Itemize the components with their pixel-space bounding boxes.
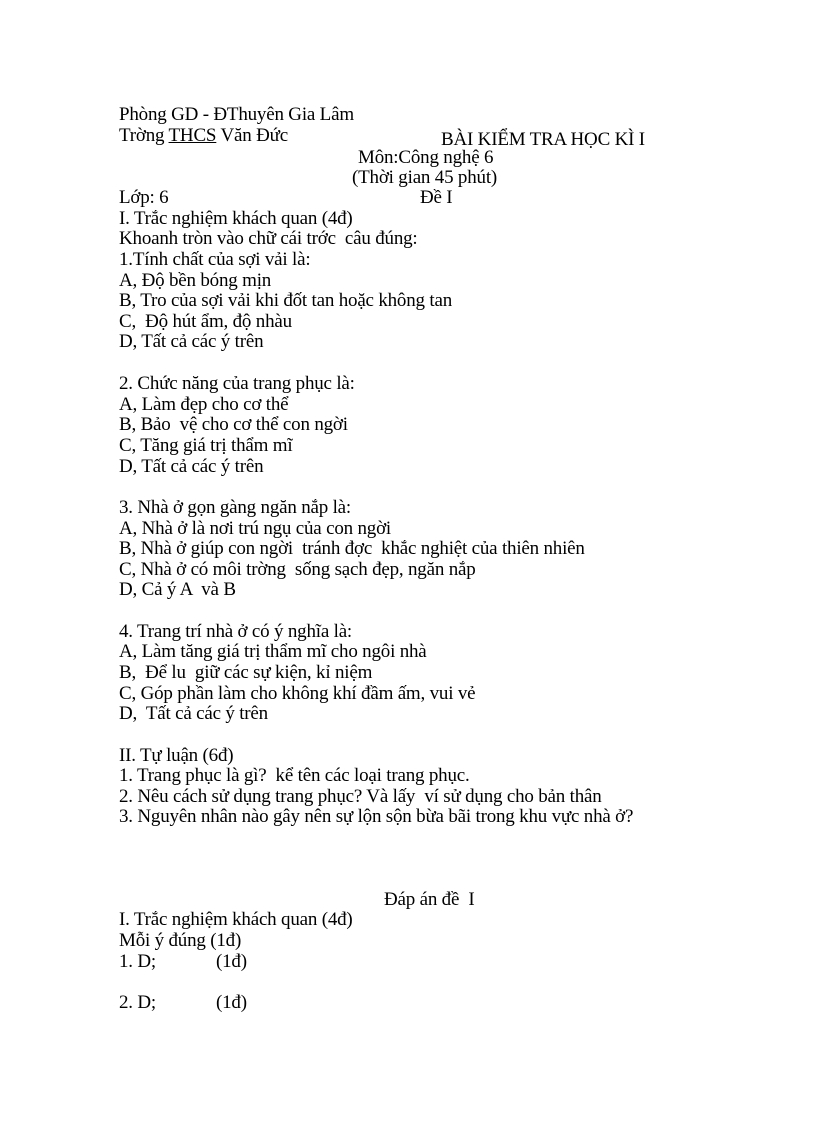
department-line: Phòng GD - ĐThuyên Gia Lâm [119,104,354,125]
answer-label: 2. D; [119,992,157,1013]
grade-line: Lớp: 6 [119,187,169,208]
exam-duration: (Thời gian 45 phút) [352,167,498,188]
question-option: C, Độ hút ẩm, độ nhàu [119,311,292,332]
question-option: C, Nhà ở có môi trờng sống sạch đẹp, ngăn nắp [119,559,476,580]
exam-code: Đề I [420,187,453,208]
question-option: A, Làm tăng giá trị thẩm mĩ cho ngôi nhà [119,641,427,662]
school-line [119,126,288,146]
essay-question: 1. Trang phục là gì? kể tên các loại trang phục. [119,765,470,786]
answers-title: Đáp án đề I [384,889,475,910]
exam-title: BÀI KIỂM TRA HỌC KÌ I [441,129,645,150]
question-option: D, Tất cả các ý trên [119,331,264,352]
question-option: B, Tro của sợi vải khi đốt tan hoặc không tan [119,290,452,311]
answer-label: 1. D; [119,951,157,972]
school-prefix: Trờng [119,125,169,146]
question-text: 1.Tính chất của sợi vải là: [119,249,311,270]
part1-instruction: Khoanh tròn vào chữ cái trớc câu đúng: [119,228,418,249]
question-option: D, Tất cả các ý trên [119,703,268,724]
question-option: A, Nhà ở là nơi trú ngụ của con ngời [119,518,391,539]
question-option: D, Tất cả các ý trên [119,456,264,477]
school-name: Văn Đức [216,125,288,146]
answer-score: (1đ) [216,951,247,972]
question-option: A, Làm đẹp cho cơ thể [119,394,289,415]
exam-subject: Môn:Công nghệ 6 [358,147,494,168]
question-option: C, Tăng giá trị thẩm mĩ [119,435,293,456]
part2-title: II. Tự luận (6đ) [119,745,234,766]
question-option: B, Bảo vệ cho cơ thể con ngời [119,414,348,435]
question-text: 3. Nhà ở gọn gàng ngăn nắp là: [119,497,351,518]
answer-score: (1đ) [216,992,247,1013]
essay-question: 3. Nguyên nhân nào gây nên sự lộn sộn bừa bãi trong khu vực nhà ở? [119,806,634,827]
question-text: 2. Chức năng của trang phục là: [119,373,355,394]
answers-part1-title: I. Trắc nghiệm khách quan (4đ) [119,909,353,930]
question-option: B, Để lu giữ các sự kiện, kỉ niệm [119,662,373,683]
part1-title: I. Trắc nghiệm khách quan (4đ) [119,208,353,229]
essay-question: 2. Nêu cách sử dụng trang phục? Và lấy ví sử dụng cho bản thân [119,786,602,807]
question-option: C, Góp phần làm cho không khí đầm ấm, vui vẻ [119,683,476,704]
question-option: B, Nhà ở giúp con ngời tránh đợc khắc nghiệt của thiên nhiên [119,538,585,559]
question-option: A, Độ bền bóng mịn [119,270,272,291]
question-text: 4. Trang trí nhà ở có ý nghĩa là: [119,621,353,642]
answers-note: Mỗi ý đúng (1đ) [119,930,242,951]
question-option: D, Cả ý A và B [119,579,236,600]
school-abbr: THCS [168,125,217,146]
